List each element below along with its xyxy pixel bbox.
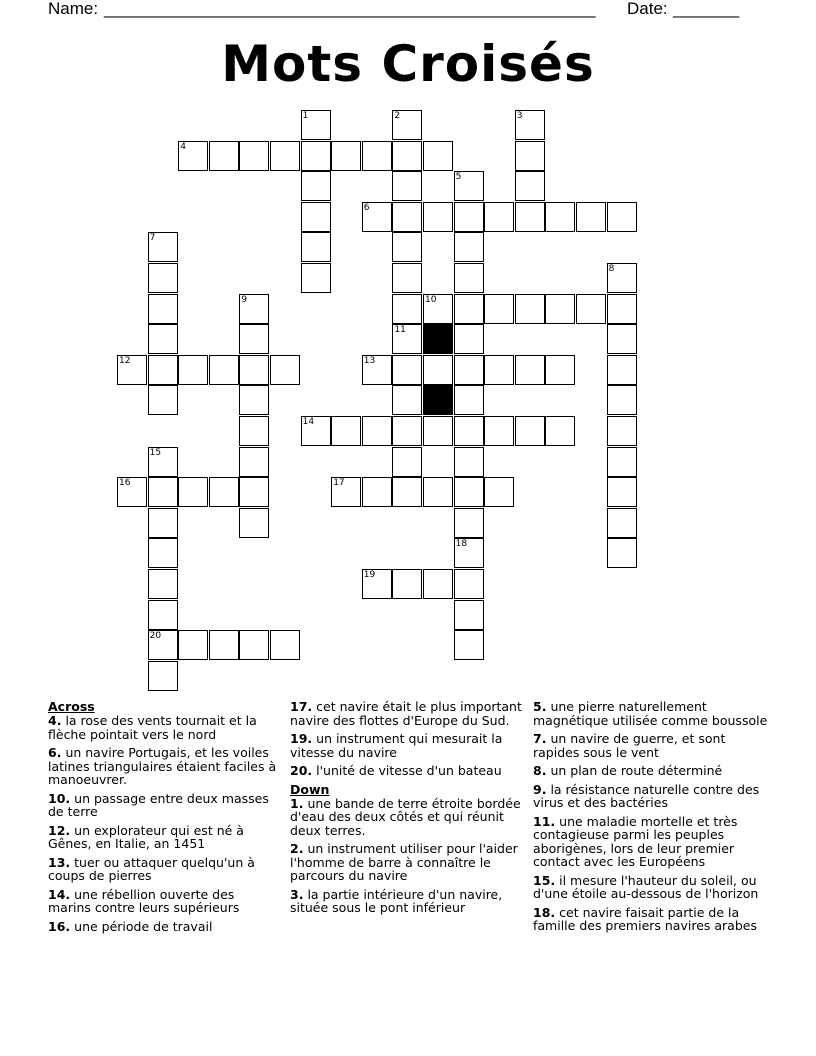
- grid-cell[interactable]: [423, 569, 453, 599]
- grid-cell[interactable]: [362, 355, 392, 385]
- clue-down: 18. cet navire faisait partie de la famille des premiers navires arabes: [533, 904, 757, 933]
- grid-cell[interactable]: [454, 355, 484, 385]
- clue-number: 20: [149, 631, 162, 642]
- grid-cell[interactable]: [515, 416, 545, 446]
- grid-cell[interactable]: [454, 202, 484, 232]
- date-line[interactable]: _______: [673, 0, 740, 18]
- grid-cell[interactable]: [178, 355, 208, 385]
- clue-across: 6. un navire Portugais, et les voiles latines triangulaires étaient faciles à manoeuvrer.: [48, 745, 277, 787]
- grid-cell[interactable]: [148, 324, 178, 354]
- clue-down: 5. une pierre naturellement magnétique utilisée comme boussole: [533, 699, 768, 728]
- grid-cell[interactable]: [515, 202, 545, 232]
- grid-cell[interactable]: [454, 508, 484, 538]
- grid-cell[interactable]: [178, 630, 208, 660]
- grid-cell[interactable]: [239, 447, 269, 477]
- grid-cell[interactable]: [454, 294, 484, 324]
- grid-cell[interactable]: [301, 141, 331, 171]
- grid-cell[interactable]: [362, 141, 392, 171]
- clue-number: 13: [363, 355, 376, 366]
- clues-column-2: [290, 700, 522, 920]
- clue-number: 16: [119, 478, 131, 489]
- grid-cell[interactable]: [239, 385, 269, 415]
- grid-cell[interactable]: [576, 294, 606, 324]
- clue-number: 14: [302, 417, 315, 427]
- grid-cell[interactable]: [148, 508, 178, 538]
- grid-cell[interactable]: [484, 477, 514, 507]
- grid-cell[interactable]: [607, 416, 637, 446]
- grid-cell[interactable]: [148, 477, 178, 507]
- clue-number: 3: [516, 111, 523, 121]
- down-heading: Down: [290, 781, 330, 797]
- grid-cell[interactable]: [454, 171, 484, 201]
- grid-cell[interactable]: [392, 232, 422, 262]
- grid-cell[interactable]: [454, 263, 484, 293]
- grid-cell[interactable]: [607, 202, 637, 232]
- grid-cell[interactable]: [239, 477, 269, 507]
- grid-cell[interactable]: [301, 202, 331, 232]
- grid-cell[interactable]: [423, 416, 453, 446]
- clue-number: 10: [425, 294, 437, 305]
- grid-cell[interactable]: [545, 294, 575, 324]
- grid-cell[interactable]: [148, 232, 178, 262]
- grid-cell[interactable]: [301, 171, 331, 201]
- grid-cell[interactable]: [270, 141, 300, 171]
- page-title: Mots Croisés: [221, 35, 595, 93]
- grid-cell[interactable]: [209, 355, 239, 385]
- grid-cell[interactable]: [607, 385, 637, 415]
- grid-cell[interactable]: [178, 141, 208, 171]
- grid-cell[interactable]: [362, 569, 392, 599]
- grid-cell[interactable]: [392, 569, 422, 599]
- grid-cell[interactable]: [148, 263, 178, 293]
- clue-down: 1. une bande de terre étroite bordée d'eau des deux côtés et qui réunit deux terres.: [290, 795, 521, 838]
- clue-across: 19. un instrument qui mesurait la vitesse du navire: [290, 731, 503, 760]
- clue-across: 10. un passage entre deux masses de terre: [48, 790, 269, 819]
- grid-cell[interactable]: [454, 600, 484, 630]
- grid-cell[interactable]: [392, 385, 422, 415]
- grid-cell[interactable]: [423, 355, 453, 385]
- clue-down: 7. un navire de guerre, et sont rapides sous le vent: [533, 731, 726, 760]
- grid-cell[interactable]: [392, 477, 422, 507]
- clue-number: 12: [119, 355, 131, 366]
- grid-cell[interactable]: [148, 569, 178, 599]
- grid-cell[interactable]: [331, 416, 361, 446]
- across-heading: Across: [48, 699, 95, 714]
- black-cell: [423, 324, 453, 354]
- grid-cell[interactable]: [117, 477, 147, 507]
- grid-cell[interactable]: [607, 477, 637, 507]
- black-cell: [423, 385, 453, 415]
- grid-cell[interactable]: [117, 355, 147, 385]
- grid-cell[interactable]: [545, 202, 575, 232]
- clues-column-1: [48, 700, 280, 938]
- grid-cell[interactable]: [148, 294, 178, 324]
- grid-cell[interactable]: [239, 416, 269, 446]
- grid-cell[interactable]: [209, 630, 239, 660]
- grid-cell[interactable]: [454, 630, 484, 660]
- grid-cell[interactable]: [392, 416, 422, 446]
- name-label: Name:: [48, 0, 99, 18]
- grid-cell[interactable]: [454, 324, 484, 354]
- grid-cell[interactable]: [362, 202, 392, 232]
- grid-cell[interactable]: [607, 324, 637, 354]
- clue-number: 8: [608, 264, 615, 274]
- grid-cell[interactable]: [301, 263, 331, 293]
- grid-cell[interactable]: [484, 202, 514, 232]
- grid-cell[interactable]: [484, 355, 514, 385]
- grid-cell[interactable]: [392, 355, 422, 385]
- grid-cell[interactable]: [148, 385, 178, 415]
- grid-cell[interactable]: [392, 324, 422, 354]
- grid-cell[interactable]: [454, 447, 484, 477]
- grid-cell[interactable]: [515, 141, 545, 171]
- clue-across: 20. l'unité de vitesse d'un bateau: [290, 763, 502, 778]
- grid-cell[interactable]: [454, 538, 484, 568]
- grid-cell[interactable]: [209, 477, 239, 507]
- date-label: Date:: [627, 0, 668, 18]
- grid-cell[interactable]: [454, 232, 484, 262]
- grid-cell[interactable]: [239, 508, 269, 538]
- grid-cell[interactable]: [423, 141, 453, 171]
- clue-number: 11: [394, 325, 406, 336]
- grid-cell[interactable]: [484, 416, 514, 446]
- clue-down: 15. il mesure l'hauteur du soleil, ou d'une étoile au-dessous de l'horizon: [533, 872, 759, 901]
- clue-down: 8. un plan de route déterminé: [533, 763, 723, 778]
- clue-down: 9. la résistance naturelle contre des virus et des bactéries: [533, 781, 760, 810]
- grid-cell[interactable]: [362, 416, 392, 446]
- grid-cell[interactable]: [607, 294, 637, 324]
- grid-cell[interactable]: [301, 416, 331, 446]
- clue-across: 4. la rose des vents tournait et la flèche pointait vers le nord: [48, 713, 257, 742]
- grid-cell[interactable]: [270, 355, 300, 385]
- grid-cell[interactable]: [545, 355, 575, 385]
- grid-cell[interactable]: [209, 141, 239, 171]
- grid-cell[interactable]: [607, 447, 637, 477]
- grid-cell[interactable]: [576, 202, 606, 232]
- grid-cell[interactable]: [423, 477, 453, 507]
- clue-number: 1: [302, 111, 309, 121]
- grid-cell[interactable]: [148, 600, 178, 630]
- grid-cell[interactable]: [607, 263, 637, 293]
- clue-across: 13. tuer ou attaquer quelqu'un à coups de pierres: [48, 854, 255, 883]
- grid-cell[interactable]: [148, 538, 178, 568]
- grid-cell[interactable]: [239, 630, 269, 660]
- clue-down: 11. une maladie mortelle et très contagieuse parmi les peuples aborigènes, lors de leur premier contact avec les Européens: [533, 813, 738, 869]
- clue-number: 2: [394, 111, 401, 121]
- grid-cell[interactable]: [301, 232, 331, 262]
- clue-number: 5: [455, 172, 462, 183]
- clue-number: 7: [149, 233, 156, 244]
- grid-cell[interactable]: [545, 416, 575, 446]
- grid-cell[interactable]: [301, 110, 331, 140]
- grid-cell[interactable]: [607, 508, 637, 538]
- clue-number: 4: [180, 141, 186, 152]
- grid-cell[interactable]: [454, 385, 484, 415]
- clue-number: 9: [241, 294, 248, 305]
- clue-number: 15: [149, 447, 162, 458]
- grid-cell[interactable]: [454, 416, 484, 446]
- grid-cell[interactable]: [148, 661, 178, 691]
- grid-cell[interactable]: [178, 477, 208, 507]
- grid-cell[interactable]: [515, 110, 545, 140]
- grid-cell[interactable]: [454, 477, 484, 507]
- clue-number: 6: [363, 202, 370, 213]
- clues-column-3: [533, 700, 773, 938]
- grid-cell[interactable]: [392, 141, 422, 171]
- grid-cell[interactable]: [515, 294, 545, 324]
- clue-down: 3. la partie intérieure d'un navire, située sous le pont inférieur: [290, 886, 503, 915]
- grid-cell[interactable]: [392, 294, 422, 324]
- grid-cell[interactable]: [148, 355, 178, 385]
- clue-number: 18: [455, 539, 468, 550]
- grid-cell[interactable]: [484, 294, 514, 324]
- grid-cell[interactable]: [362, 477, 392, 507]
- clue-across: 17. cet navire était le plus important navire des flottes d'Europe du Sud.: [290, 699, 522, 728]
- clue-number: 17: [333, 478, 345, 489]
- grid-cell[interactable]: [392, 202, 422, 232]
- grid-cell[interactable]: [392, 110, 422, 140]
- grid-cell[interactable]: [148, 630, 178, 660]
- grid-cell[interactable]: [607, 355, 637, 385]
- grid-cell[interactable]: [148, 447, 178, 477]
- clue-across: 16. une période de travail: [48, 918, 213, 934]
- grid-cell[interactable]: [392, 171, 422, 201]
- grid-cell[interactable]: [392, 447, 422, 477]
- grid-cell[interactable]: [239, 294, 269, 324]
- grid-cell[interactable]: [239, 324, 269, 354]
- grid-cell[interactable]: [392, 263, 422, 293]
- clue-number: 19: [363, 570, 376, 580]
- grid-cell[interactable]: [515, 171, 545, 201]
- name-line[interactable]: ____________________________________________________: [104, 0, 596, 18]
- clue-across: 14. une rébellion ouverte des marins contre leurs supérieurs: [48, 886, 240, 915]
- grid-cell[interactable]: [239, 355, 269, 385]
- clue-down: 2. un instrument utiliser pour l'aider l'homme de barre à connaître le parcours du navire: [290, 841, 518, 883]
- grid-cell[interactable]: [331, 477, 361, 507]
- grid-cell[interactable]: [454, 569, 484, 599]
- grid-cell[interactable]: [331, 141, 361, 171]
- grid-cell[interactable]: [515, 355, 545, 385]
- grid-cell[interactable]: [239, 141, 269, 171]
- grid-cell[interactable]: [423, 202, 453, 232]
- grid-cell[interactable]: [423, 294, 453, 324]
- grid-cell[interactable]: [270, 630, 300, 660]
- clue-across: 12. un explorateur qui est né à Gênes, en Italie, an 1451: [48, 822, 244, 851]
- grid-cell[interactable]: [607, 538, 637, 568]
